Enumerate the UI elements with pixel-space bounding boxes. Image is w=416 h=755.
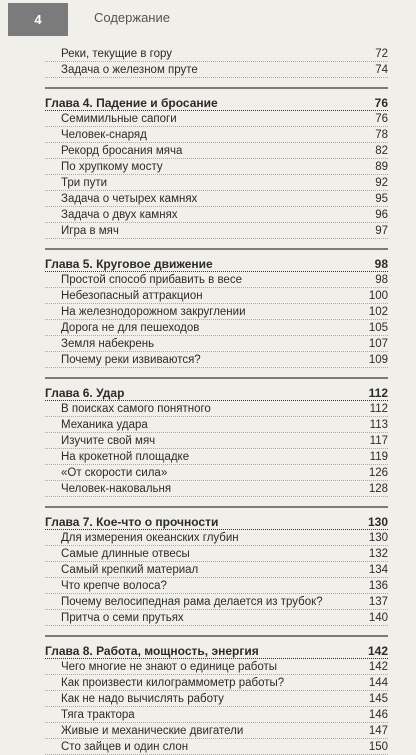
page-ref: 126 [368,467,388,479]
page-ref: 96 [375,209,388,221]
toc-entry-row [45,562,388,578]
toc-entry-row [45,546,388,562]
table-of-contents [45,46,388,755]
entry-title: Простой способ прибавить в весе [61,274,242,286]
chapter-title: Глава 6. Удар [45,386,125,400]
toc-entry-row [45,352,388,368]
toc-chapter-row [45,385,388,401]
page-ref: 95 [375,193,388,205]
entry-title: Чего многие не знают о единице работы [61,661,277,673]
toc-chapter-row [45,95,388,111]
toc-entry-row [45,530,388,546]
page-ref: 113 [369,419,388,431]
page-ref: 137 [368,596,388,608]
page-ref: 144 [368,677,388,689]
toc-entry-row [45,207,388,223]
entry-title: Тяга трактора [61,709,135,721]
page-ref: 89 [375,161,388,173]
page-ref: 142 [367,644,388,658]
toc-chapter-row [45,514,388,530]
toc-entry-row [45,175,388,191]
entry-title: Семимильные сапоги [61,113,177,125]
entry-title: Задача о двух камнях [61,209,178,221]
chapter-divider [45,497,388,508]
page-ref: 140 [368,612,388,624]
entry-title: Почему реки извиваются? [61,354,201,366]
chapter-title: Глава 4. Падение и бросание [45,96,218,110]
toc-entry-row [45,111,388,127]
entry-title: Задача о железном пруте [61,64,198,76]
page-ref: 105 [368,322,388,334]
chapter-title: Глава 7. Кое-что о прочности [45,515,219,529]
chapter-divider [45,78,388,89]
toc-entry-row [45,401,388,417]
chapter-divider [45,626,388,637]
page-ref: 128 [368,483,388,495]
toc-entry-row [45,46,388,62]
toc-entry-row [45,288,388,304]
chapter-title: Глава 5. Круговое движение [45,257,213,271]
toc-entry-row [45,594,388,610]
entry-title: Человек-наковальня [61,483,172,495]
toc-entry-row [45,159,388,175]
toc-chapter-row [45,256,388,272]
page-ref: 76 [374,96,388,110]
page-ref: 136 [368,580,388,592]
page-ref: 72 [375,48,388,60]
toc-entry-row [45,610,388,626]
page-ref: 146 [368,709,388,721]
page-ref: 150 [368,741,388,753]
toc-chapter-row [45,643,388,659]
running-header: Содержание [94,10,170,25]
entry-title: По хрупкому мосту [61,161,163,173]
page-ref: 142 [368,661,388,673]
page-ref: 130 [367,515,388,529]
toc-entry-row [45,62,388,78]
page-ref: 100 [368,290,388,302]
chapter-title: Глава 8. Работа, мощность, энергия [45,644,259,658]
entry-title: Живые и механические двигатели [61,725,244,737]
page-ref: 76 [375,113,388,125]
entry-title: Почему велосипедная рама делается из трубок? [61,596,323,608]
page-ref: 147 [368,725,388,737]
page-ref: 98 [375,274,388,286]
entry-title: Реки, текущие в гору [61,48,172,60]
toc-entry-row [45,465,388,481]
entry-title: Для измерения океанских глубин [61,532,239,544]
page-ref: 145 [368,693,388,705]
page-ref: 112 [369,403,388,415]
entry-title: Задача о четырех камнях [61,193,198,205]
page-ref: 112 [368,386,388,400]
entry-title: Три пути [61,177,108,189]
entry-title: Самый крепкий материал [61,564,199,576]
toc-entry-row [45,707,388,723]
entry-title: Рекорд бросания мяча [61,145,183,157]
page-ref: 132 [368,548,388,560]
chapter-divider [45,239,388,250]
entry-title: Притча о семи прутьях [61,612,184,624]
toc-entry-row [45,191,388,207]
page-ref: 78 [375,129,388,141]
entry-title: Человек-снаряд [61,129,147,141]
toc-entry-row [45,417,388,433]
page-number-tab: 4 [8,3,68,36]
entry-title: Дорога не для пешеходов [61,322,200,334]
toc-entry-row [45,481,388,497]
toc-entry-row [45,691,388,707]
toc-entry-row [45,272,388,288]
toc-entry-row [45,143,388,159]
page-ref: 92 [375,177,388,189]
entry-title: На железнодорожном закруглении [61,306,246,318]
page-ref: 102 [368,306,388,318]
entry-title: На крокетной площадке [61,451,190,463]
toc-entry-row [45,739,388,755]
toc-entry-row [45,127,388,143]
entry-title: Как не надо вычислять работу [61,693,224,705]
entry-title: Сто зайцев и один слон [61,741,189,753]
page-ref: 134 [368,564,388,576]
entry-title: Как произвести килограммометр работы? [61,677,285,689]
entry-title: «От скорости сила» [61,467,168,479]
toc-entry-row [45,320,388,336]
entry-title: Игра в мяч [61,225,119,237]
chapter-divider [45,368,388,379]
page-ref: 98 [374,257,388,271]
entry-title: В поисках самого понятного [61,403,211,415]
page-ref: 107 [368,338,388,350]
entry-title: Самые длинные отвесы [61,548,190,560]
toc-entry-row [45,675,388,691]
toc-entry-row [45,723,388,739]
entry-title: Изучите свой мяч [61,435,156,447]
page-ref: 130 [368,532,388,544]
page-ref: 74 [375,64,388,76]
entry-title: Небезопасный аттракцион [61,290,203,302]
entry-title: Механика удара [61,419,148,431]
entry-title: Земля набекрень [61,338,155,350]
toc-entry-row [45,433,388,449]
page-ref: 119 [369,451,388,463]
toc-entry-row [45,223,388,239]
toc-entry-row [45,578,388,594]
page-ref: 109 [368,354,388,366]
page-ref: 97 [375,225,388,237]
toc-entry-row [45,336,388,352]
toc-entry-row [45,449,388,465]
page-ref: 82 [375,145,388,157]
entry-title: Что крепче волоса? [61,580,167,592]
page-ref: 117 [369,435,388,447]
toc-entry-row [45,304,388,320]
toc-entry-row [45,659,388,675]
